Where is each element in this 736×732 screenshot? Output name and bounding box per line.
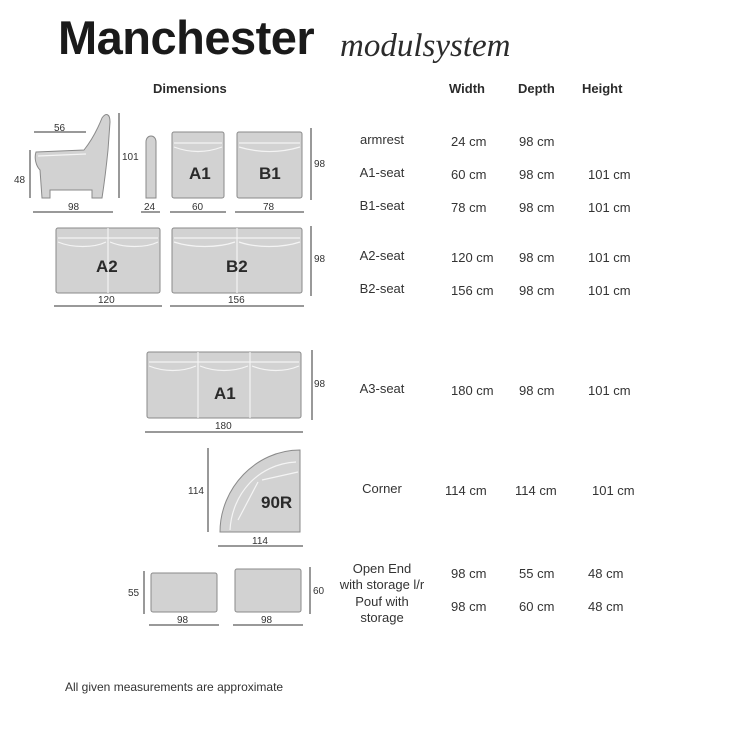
a1-seat-drawing <box>170 132 226 213</box>
row-width: 98 cm <box>451 599 487 614</box>
b1-seat-drawing <box>235 128 326 213</box>
row-width: 156 cm <box>451 283 494 298</box>
row-width: 180 cm <box>451 383 494 398</box>
b2-seat-drawing <box>170 226 326 306</box>
row-name: Open End with storage l/r <box>339 561 425 592</box>
row-name: A1-seat <box>359 165 405 180</box>
side-height-dim: 101 <box>122 152 139 163</box>
pouf-drawing <box>233 567 325 626</box>
row-height: 48 cm <box>588 566 624 581</box>
a3-right-dim: 98 <box>314 379 326 390</box>
row-name: Corner <box>362 481 402 496</box>
open-end-left-dim: 55 <box>128 588 140 599</box>
row-height: 48 cm <box>588 599 624 614</box>
side-view-drawing <box>14 113 139 213</box>
row-width: 120 cm <box>451 250 494 265</box>
row-name: A2-seat <box>359 248 405 263</box>
page-title: Manchester <box>58 11 315 64</box>
row-depth: 60 cm <box>519 599 555 614</box>
row-height: 101 cm <box>588 167 631 182</box>
a2-bottom-dim: 120 <box>98 295 115 306</box>
row-depth: 55 cm <box>519 566 555 581</box>
row-name: A3-seat <box>359 381 405 396</box>
a1-bottom-dim: 60 <box>192 202 204 213</box>
row-height: 101 cm <box>588 383 631 398</box>
row-depth: 98 cm <box>519 250 555 265</box>
row-depth: 98 cm <box>519 134 555 149</box>
pouf-right-dim: 60 <box>313 586 325 597</box>
side-bottom-dim: 98 <box>68 202 80 213</box>
b1-label: B1 <box>259 164 281 183</box>
corner-bottom-dim: 114 <box>252 536 268 547</box>
row-depth: 98 cm <box>519 200 555 215</box>
corner-label: 90R <box>261 493 293 512</box>
row-depth: 98 cm <box>519 383 555 398</box>
side-top-dim: 56 <box>54 123 66 134</box>
row-width: 78 cm <box>451 200 487 215</box>
a3-label: A1 <box>214 384 236 403</box>
row-width: 24 cm <box>451 134 487 149</box>
row1-right-dim: 98 <box>314 159 326 170</box>
b1-bottom-dim: 78 <box>263 202 275 213</box>
armrest-bottom-dim: 24 <box>144 202 156 213</box>
footnote: All given measurements are approximate <box>65 680 284 694</box>
row-height: 101 cm <box>588 200 631 215</box>
row-name: B2-seat <box>359 281 405 296</box>
row-width: 60 cm <box>451 167 487 182</box>
open-end-drawing <box>128 571 219 626</box>
a2-label: A2 <box>96 257 118 276</box>
a3-bottom-dim: 180 <box>215 421 232 432</box>
armrest-drawing <box>141 136 160 213</box>
row-depth: 98 cm <box>519 167 555 182</box>
side-left-dim: 48 <box>14 175 26 186</box>
row-depth: 98 cm <box>519 283 555 298</box>
corner-drawing <box>188 448 303 547</box>
row-width: 114 cm <box>445 483 487 498</box>
header-dimensions: Dimensions <box>153 81 227 96</box>
b2-label: B2 <box>226 257 248 276</box>
pouf-bottom-dim: 98 <box>261 615 273 626</box>
header-height: Height <box>582 81 623 96</box>
a2-seat-drawing <box>54 228 162 306</box>
row-width: 98 cm <box>451 566 487 581</box>
b2-bottom-dim: 156 <box>228 295 245 306</box>
header-depth: Depth <box>518 81 555 96</box>
a1-label: A1 <box>189 164 211 183</box>
corner-left-dim: 114 <box>188 486 204 497</box>
row-name: armrest <box>359 132 405 147</box>
row-height: 101 cm <box>588 283 631 298</box>
a3-seat-drawing <box>145 350 326 432</box>
open-end-bottom-dim: 98 <box>177 615 189 626</box>
header-width: Width <box>449 81 485 96</box>
row-height: 101 cm <box>592 483 635 498</box>
row-height: 101 cm <box>588 250 631 265</box>
page-subtitle: modulsystem <box>340 28 511 64</box>
row-depth: 114 cm <box>515 483 557 498</box>
row2-right-dim: 98 <box>314 254 326 265</box>
row-name: B1-seat <box>359 198 405 213</box>
row-name: Pouf with storage <box>355 594 409 625</box>
